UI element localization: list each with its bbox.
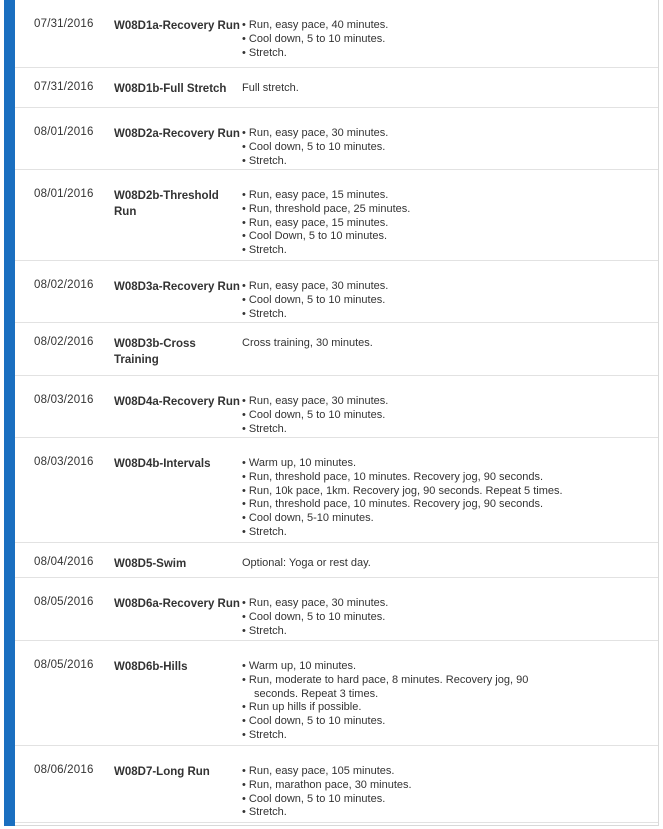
workout-name: W08D6a-Recovery Run <box>114 598 240 610</box>
workout-date: 08/04/2016 <box>34 556 94 568</box>
workout-row <box>15 170 658 261</box>
description-line: • Warm up, 10 minutes. <box>242 457 357 469</box>
description-line: • Cool down, 5 to 10 minutes. <box>242 408 386 421</box>
workout-date: 08/05/2016 <box>34 659 94 671</box>
workout-description <box>242 660 652 743</box>
workout-date: 08/06/2016 <box>34 764 94 776</box>
workout-row <box>15 438 658 543</box>
description-line: • Run up hills if possible. <box>242 701 362 714</box>
workout-description <box>242 280 652 321</box>
workout-row <box>15 641 658 746</box>
workout-list <box>15 0 658 823</box>
description-line: • Run, easy pace, 30 minutes. <box>242 597 389 609</box>
workout-name: W08D6b-Hills <box>114 661 188 673</box>
description-line: • Run, threshold pace, 25 minutes. <box>242 202 411 215</box>
workout-description <box>242 337 652 351</box>
workout-description <box>242 82 652 96</box>
workout-name: W08D4a-Recovery Run <box>114 396 240 408</box>
workout-row <box>15 108 658 170</box>
workout-description <box>242 557 652 571</box>
description-line: • Run, threshold pace, 10 minutes. Recovery jog, 90 seconds. <box>242 470 544 483</box>
workout-description <box>242 189 652 258</box>
workout-date: 07/31/2016 <box>34 18 94 30</box>
description-line: Cross training, 30 minutes. <box>242 337 373 349</box>
description-line: • Cool down, 5 to 10 minutes. <box>242 140 386 153</box>
description-line: • Cool down, 5 to 10 minutes. <box>242 293 386 306</box>
workout-date: 07/31/2016 <box>34 81 94 93</box>
workout-row <box>15 376 658 438</box>
description-line: • Stretch. <box>242 244 287 257</box>
description-line: • Run, easy pace, 30 minutes. <box>242 280 389 292</box>
workout-description <box>242 765 652 820</box>
description-line: • Run, easy pace, 15 minutes. <box>242 189 389 201</box>
description-line: • Run, easy pace, 15 minutes. <box>242 216 389 229</box>
workout-date: 08/01/2016 <box>34 126 94 138</box>
workout-row <box>15 323 658 376</box>
workout-name: W08D5-Swim <box>114 558 187 570</box>
description-line: • Run, easy pace, 105 minutes. <box>242 765 395 777</box>
description-line: • Stretch. <box>242 624 287 637</box>
workout-name: W08D3a-Recovery Run <box>114 281 240 293</box>
description-line: • Run, marathon pace, 30 minutes. <box>242 778 412 791</box>
workout-name: W08D2b-Threshold Run <box>114 190 219 218</box>
workout-name: W08D1b-Full Stretch <box>114 83 227 95</box>
workout-date: 08/03/2016 <box>34 394 94 406</box>
description-line: • Run, easy pace, 30 minutes. <box>242 395 389 407</box>
workout-date: 08/03/2016 <box>34 456 94 468</box>
description-line: • Run, easy pace, 30 minutes. <box>242 127 389 139</box>
description-line: • Stretch. <box>242 422 287 435</box>
workout-name: W08D1a-Recovery Run <box>114 20 240 32</box>
description-line: • Stretch. <box>242 46 287 59</box>
description-line: • Stretch. <box>242 728 287 741</box>
description-line: • Cool down, 5 to 10 minutes. <box>242 32 386 45</box>
description-line: • Cool down, 5 to 10 minutes. <box>242 610 386 623</box>
workout-row <box>15 68 658 108</box>
description-line: • Stretch. <box>242 154 287 167</box>
accent-bar <box>4 0 15 826</box>
workout-date: 08/01/2016 <box>34 188 94 200</box>
workout-date: 08/05/2016 <box>34 596 94 608</box>
workout-description <box>242 395 652 436</box>
workout-description <box>242 597 652 638</box>
workout-row <box>15 543 658 578</box>
workout-name: W08D7-Long Run <box>114 766 210 778</box>
workout-name: W08D3b-Cross Training <box>114 338 196 366</box>
workout-row <box>15 578 658 641</box>
workout-row <box>15 746 658 823</box>
description-line: • Stretch. <box>242 525 287 538</box>
workout-date: 08/02/2016 <box>34 336 94 348</box>
description-line: Optional: Yoga or rest day. <box>242 557 371 569</box>
workout-description <box>242 127 652 168</box>
workout-name: W08D2a-Recovery Run <box>114 128 240 140</box>
description-line: • Run, moderate to hard pace, 8 minutes. Recovery jog, 90 <box>242 673 529 686</box>
description-line: Full stretch. <box>242 82 299 94</box>
description-line: • Run, threshold pace, 10 minutes. Recovery jog, 90 seconds. <box>242 498 544 511</box>
description-line: • Run, 10k pace, 1km. Recovery jog, 90 seconds. Repeat 5 times. <box>242 484 563 497</box>
workout-date: 08/02/2016 <box>34 279 94 291</box>
description-line: • Cool Down, 5 to 10 minutes. <box>242 230 388 243</box>
description-line: • Warm up, 10 minutes. <box>242 660 357 672</box>
workout-schedule-panel <box>4 0 659 826</box>
workout-description <box>242 19 652 60</box>
description-line: • Stretch. <box>242 307 287 320</box>
description-line: seconds. Repeat 3 times. <box>254 687 379 700</box>
workout-row <box>15 0 658 68</box>
workout-description <box>242 457 652 540</box>
description-line: • Cool down, 5-10 minutes. <box>242 512 374 525</box>
description-line: • Run, easy pace, 40 minutes. <box>242 19 389 31</box>
description-line: • Stretch. <box>242 806 287 819</box>
description-line: • Cool down, 5 to 10 minutes. <box>242 792 386 805</box>
workout-row <box>15 261 658 323</box>
description-line: • Cool down, 5 to 10 minutes. <box>242 715 386 728</box>
workout-name: W08D4b-Intervals <box>114 458 211 470</box>
